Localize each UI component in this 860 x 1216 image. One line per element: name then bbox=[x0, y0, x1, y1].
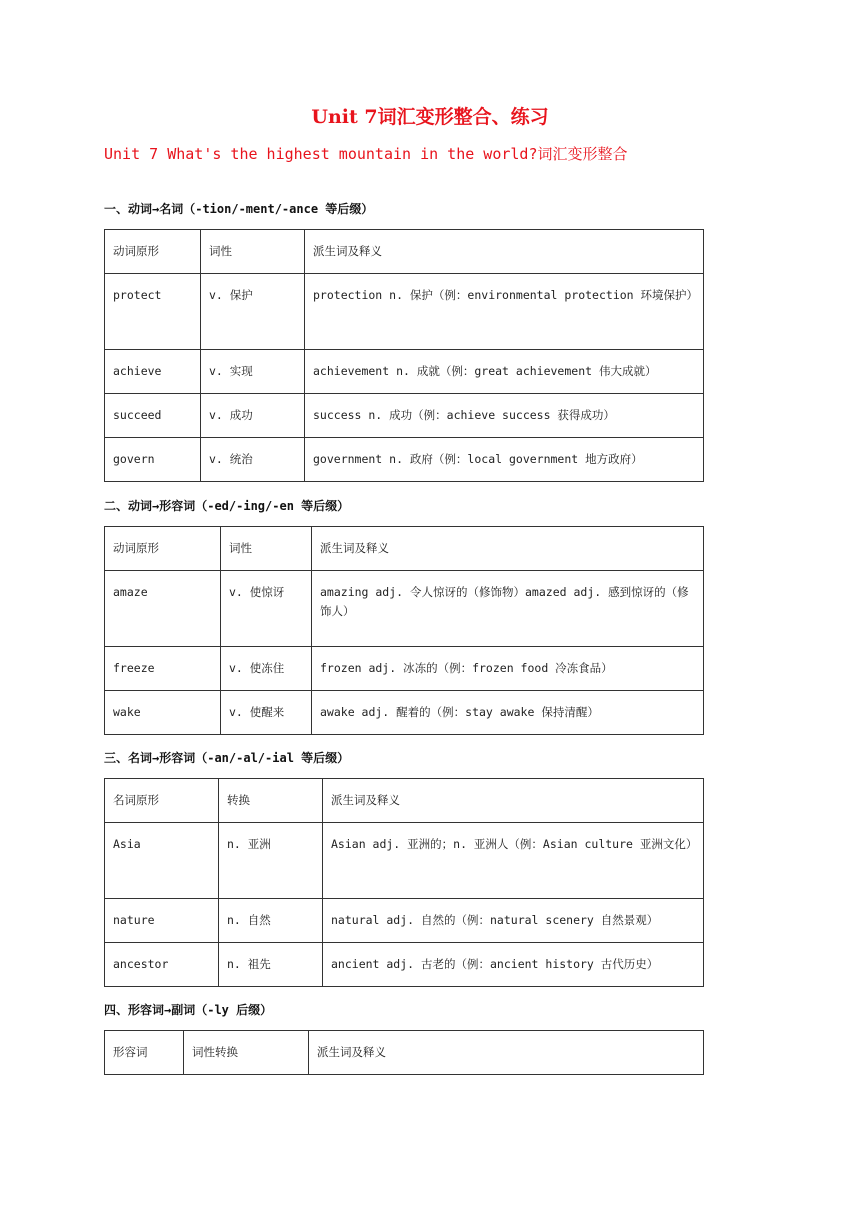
table-row bbox=[105, 943, 704, 987]
pos-cell: v. 保护 bbox=[201, 274, 305, 350]
header-cell: 词性 bbox=[221, 527, 312, 571]
table-verb-to-adjective bbox=[104, 526, 704, 735]
pos-cell: n. 自然 bbox=[219, 899, 323, 943]
pos-cell: v. 统治 bbox=[201, 438, 305, 482]
derivative-cell: ancient adj. 古老的（例：ancient history 古代历史） bbox=[323, 943, 704, 987]
pos-cell: v. 使惊讶 bbox=[221, 571, 312, 647]
table-adjective-to-adverb bbox=[104, 1030, 704, 1075]
table-header-row bbox=[105, 527, 704, 571]
table-header-row bbox=[105, 779, 704, 823]
table-row bbox=[105, 823, 704, 899]
page-subtitle: Unit 7 What's the highest mountain in the world?词汇变形整合 bbox=[104, 145, 628, 163]
section-heading-adjective-to-adverb: 四、形容词→副词（-ly 后缀） bbox=[104, 1003, 273, 1017]
section-heading-verb-to-noun: 一、动词→名词（-tion/-ment/-ance 等后缀） bbox=[104, 202, 374, 216]
word-cell: wake bbox=[105, 691, 221, 735]
word-cell: govern bbox=[105, 438, 201, 482]
word-cell: achieve bbox=[105, 350, 201, 394]
pos-cell: v. 使醒来 bbox=[221, 691, 312, 735]
header-cell: 派生词及释义 bbox=[305, 230, 704, 274]
header-cell: 词性转换 bbox=[184, 1031, 309, 1075]
pos-cell: v. 实现 bbox=[201, 350, 305, 394]
header-cell: 派生词及释义 bbox=[323, 779, 704, 823]
word-cell: Asia bbox=[105, 823, 219, 899]
table-row bbox=[105, 274, 704, 350]
word-cell: succeed bbox=[105, 394, 201, 438]
pos-cell: n. 亚洲 bbox=[219, 823, 323, 899]
table-verb-to-noun bbox=[104, 229, 704, 482]
word-cell: protect bbox=[105, 274, 201, 350]
table-row bbox=[105, 394, 704, 438]
table-noun-to-adjective bbox=[104, 778, 704, 987]
table-header-row bbox=[105, 230, 704, 274]
derivative-cell: protection n. 保护（例：environmental protection 环境保护） bbox=[305, 274, 704, 350]
pos-cell: v. 使冻住 bbox=[221, 647, 312, 691]
section-heading-verb-to-adjective: 二、动词→形容词（-ed/-ing/-en 等后缀） bbox=[104, 499, 350, 513]
header-cell: 动词原形 bbox=[105, 230, 201, 274]
table-row bbox=[105, 647, 704, 691]
derivative-cell: success n. 成功（例：achieve success 获得成功） bbox=[305, 394, 704, 438]
page-title: Unit 7词汇变形整合、练习 bbox=[311, 106, 549, 128]
word-cell: ancestor bbox=[105, 943, 219, 987]
derivative-cell: amazing adj. 令人惊讶的（修饰物）amazed adj. 感到惊讶的（修饰人） bbox=[312, 571, 704, 647]
pos-cell: n. 祖先 bbox=[219, 943, 323, 987]
derivative-cell: Asian adj. 亚洲的；n. 亚洲人（例：Asian culture 亚洲文化） bbox=[323, 823, 704, 899]
derivative-cell: frozen adj. 冰冻的（例：frozen food 冷冻食品） bbox=[312, 647, 704, 691]
table-row bbox=[105, 438, 704, 482]
header-cell: 名词原形 bbox=[105, 779, 219, 823]
table-row bbox=[105, 350, 704, 394]
word-cell: freeze bbox=[105, 647, 221, 691]
header-cell: 派生词及释义 bbox=[312, 527, 704, 571]
header-cell: 形容词 bbox=[105, 1031, 184, 1075]
word-cell: nature bbox=[105, 899, 219, 943]
header-cell: 词性 bbox=[201, 230, 305, 274]
pos-cell: v. 成功 bbox=[201, 394, 305, 438]
derivative-cell: natural adj. 自然的（例：natural scenery 自然景观） bbox=[323, 899, 704, 943]
word-cell: amaze bbox=[105, 571, 221, 647]
table-row bbox=[105, 691, 704, 735]
header-cell: 动词原形 bbox=[105, 527, 221, 571]
header-cell: 派生词及释义 bbox=[309, 1031, 704, 1075]
derivative-cell: achievement n. 成就（例：great achievement 伟大成就） bbox=[305, 350, 704, 394]
derivative-cell: government n. 政府（例：local government 地方政府） bbox=[305, 438, 704, 482]
table-row bbox=[105, 899, 704, 943]
derivative-cell: awake adj. 醒着的（例：stay awake 保持清醒） bbox=[312, 691, 704, 735]
header-cell: 转换 bbox=[219, 779, 323, 823]
section-heading-noun-to-adjective: 三、名词→形容词（-an/-al/-ial 等后缀） bbox=[104, 751, 350, 765]
table-header-row bbox=[105, 1031, 704, 1075]
table-row bbox=[105, 571, 704, 647]
